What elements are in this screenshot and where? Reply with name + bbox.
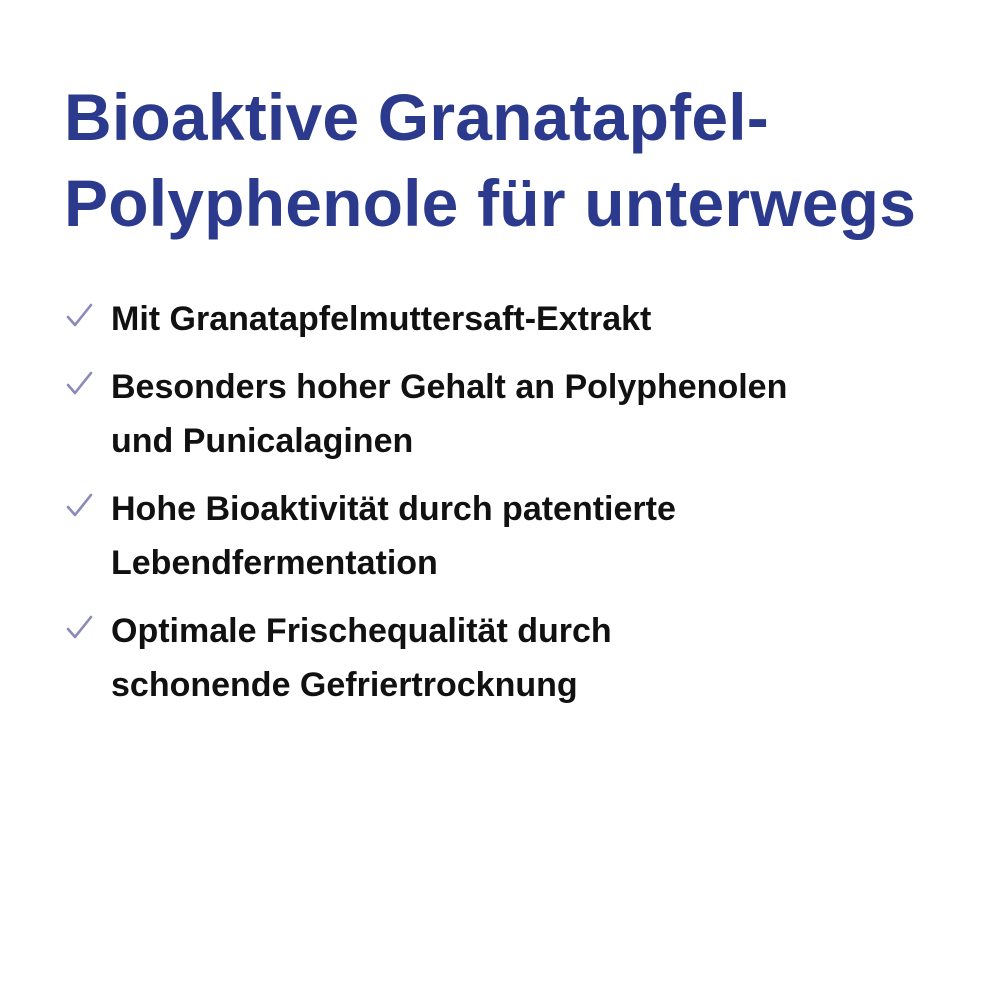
checkmark-icon [64,491,94,521]
feature-text: und Punicalaginen [111,422,414,460]
feature-text: Optimale Frischequalität durch [111,612,612,650]
feature-item [64,482,944,590]
headline-line-2: Polyphenole für unterwegs [64,166,917,240]
headline-line-1: Bioaktive Granatapfel- [64,80,769,154]
feature-text: Hohe Bioaktivität durch patentierte [111,490,676,528]
checkmark-icon [64,613,94,643]
feature-text: schonende Gefriertrocknung [111,666,578,704]
feature-text: Mit Granatapfelmuttersaft-Extrakt [111,300,652,338]
checkmark-icon [64,301,94,331]
checkmark-icon [64,369,94,399]
feature-list [64,292,944,726]
feature-text: Lebendfermentation [111,544,438,582]
feature-item [64,604,944,712]
feature-item [64,360,944,468]
feature-text: Besonders hoher Gehalt an Polyphenolen [111,368,788,406]
headline [64,74,964,246]
feature-item [64,292,944,346]
